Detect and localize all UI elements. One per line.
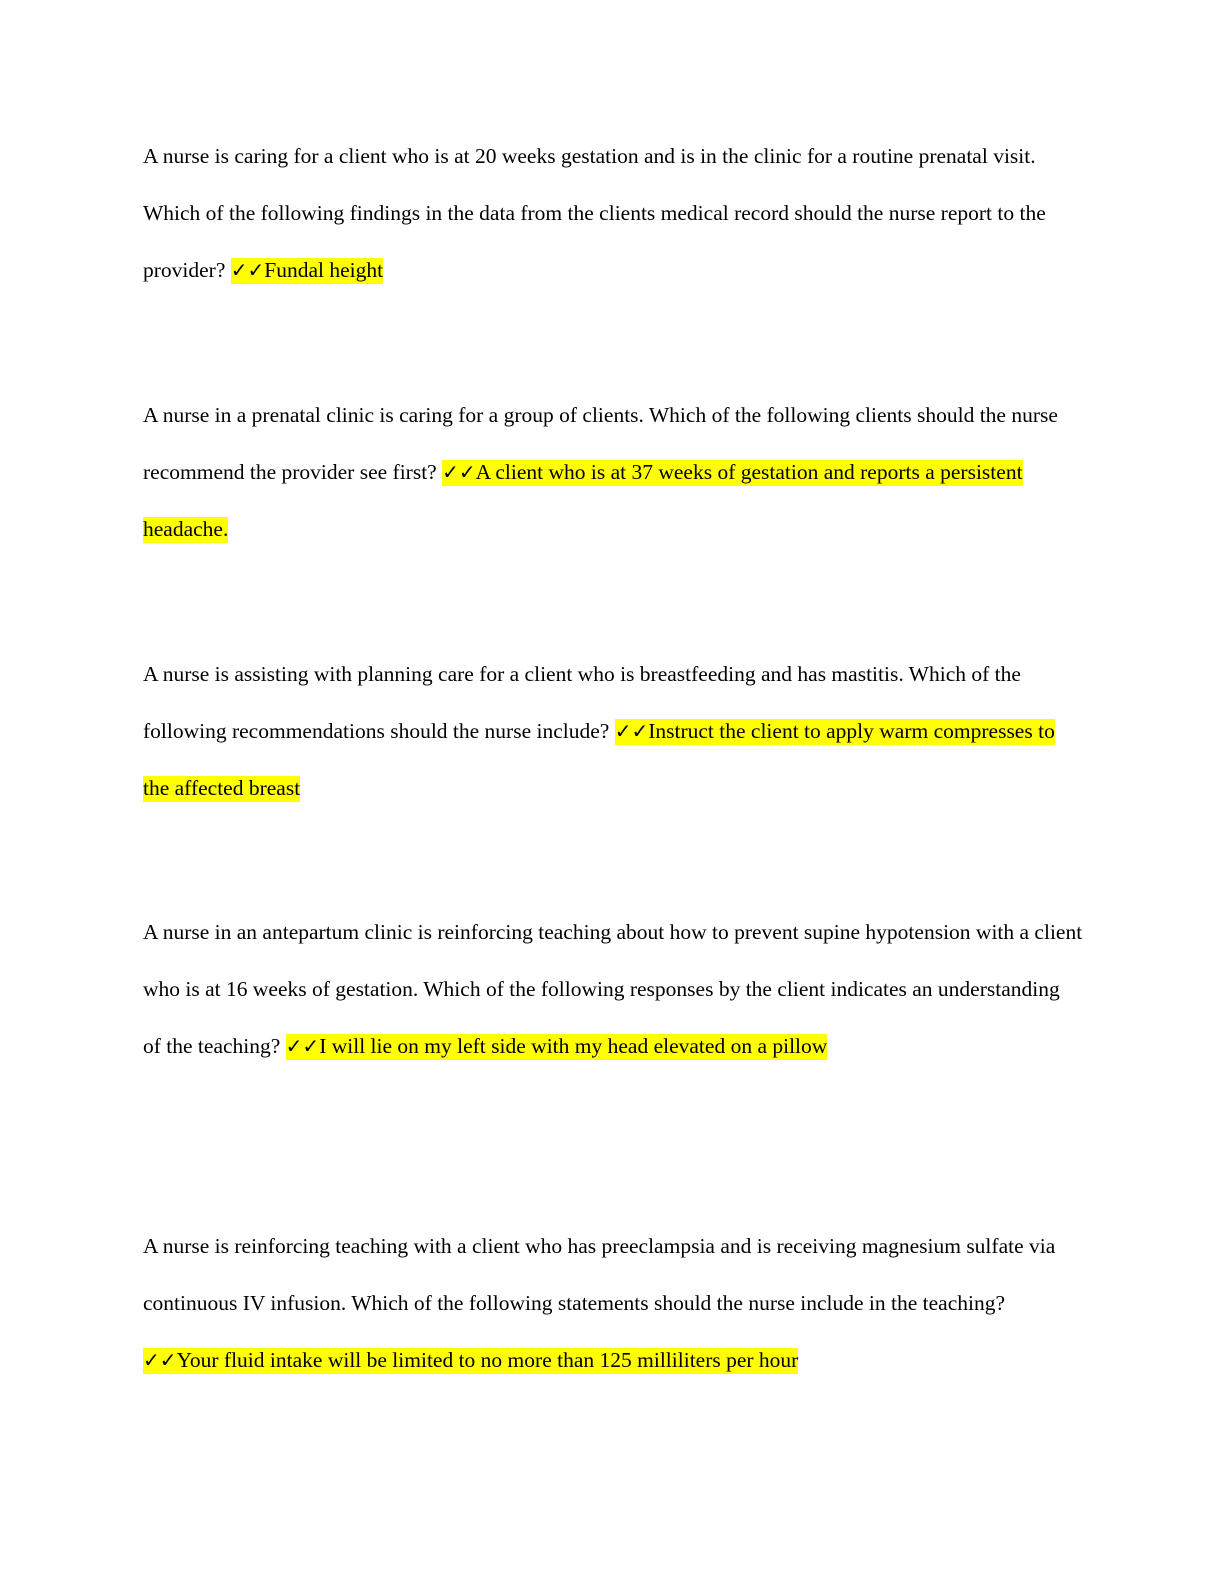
double-check-icon: ✓✓: [230, 258, 265, 282]
question-block: [143, 904, 1083, 1075]
question-text: A nurse in an antepartum clinic is reinforcing teaching about how to prevent supine hypotension with a client who is at 16 weeks of gestation. Which of the following responses by the client indicates an understanding of the teaching?: [143, 920, 1083, 1058]
question-text: A nurse in a prenatal clinic is caring for a group of clients. Which of the following clients should the nurse recommend the provider see first?: [143, 403, 1058, 484]
question-text: A nurse is reinforcing teaching with a client who has preeclampsia and is receiving magnesium sulfate via continuous IV infusion. Which of the following statements should the nurse include in the teaching?: [143, 1234, 1056, 1315]
question-block: [143, 646, 1083, 817]
answer-text: Your fluid intake will be limited to no more than 125 milliliters per hour: [176, 1348, 799, 1372]
double-check-icon: ✓✓: [143, 1348, 177, 1372]
answer-text: Fundal height: [264, 258, 384, 282]
answer-highlight: [231, 258, 383, 284]
double-check-icon: ✓✓: [614, 719, 649, 743]
double-check-icon: ✓✓: [285, 1034, 320, 1058]
question-text: A nurse is assisting with planning care for a client who is breastfeeding and has mastitis. Which of the following recommendations should the nurse include?: [143, 662, 1021, 743]
answer-text: A client who is at 37 weeks of gestation and reports a persistent headache.: [143, 460, 1023, 541]
question-block: [143, 387, 1083, 558]
answer-text: Instruct the client to apply warm compresses to the affected breast: [143, 719, 1055, 800]
question-text: A nurse is caring for a client who is at 20 weeks gestation and is in the clinic for a routine prenatal visit. Which of the following findings in the data from the clients medical record should the nurse report to the provider?: [143, 144, 1046, 282]
question-block: [143, 128, 1083, 299]
double-check-icon: ✓✓: [442, 460, 476, 484]
answer-highlight: [286, 1034, 828, 1060]
answer-highlight: [143, 1348, 798, 1374]
question-block: [143, 1218, 1083, 1389]
answer-text: I will lie on my left side with my head elevated on a pillow: [319, 1034, 828, 1058]
